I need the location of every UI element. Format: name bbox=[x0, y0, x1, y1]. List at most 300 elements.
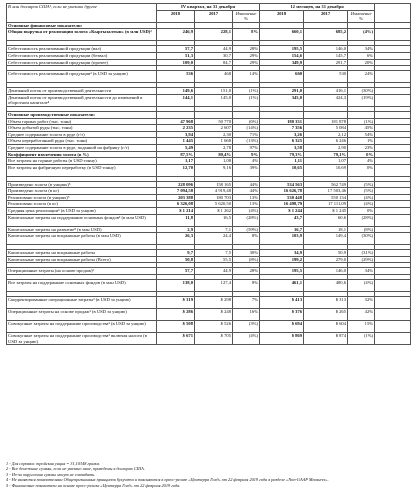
y12-change-value: (29%) bbox=[348, 256, 375, 263]
empty-cell bbox=[304, 22, 348, 29]
y12-change-value: (19%) bbox=[348, 94, 375, 106]
empty-cell bbox=[375, 118, 411, 125]
q4-2017-value: 7,1 bbox=[195, 226, 233, 233]
row-label: Реализовано золота (в унциях)⁵ bbox=[7, 194, 157, 201]
q4-change-value: (4%) bbox=[233, 208, 260, 215]
q4-2017-value: 2,30 bbox=[195, 131, 233, 138]
empty-cell bbox=[375, 138, 411, 145]
section-header-row bbox=[7, 22, 411, 29]
q4-2018-value: 246,9 bbox=[157, 29, 195, 41]
y12-col-change: Изменение % bbox=[348, 10, 375, 22]
q4-2018-value: $ 319 bbox=[157, 297, 195, 309]
y12-change-value: 0% bbox=[348, 208, 375, 215]
y12-2018-value: 291,0 bbox=[260, 88, 304, 95]
row-label: Капитальные затраты на поддержание основных фондов² (в млн USD) bbox=[7, 214, 157, 226]
y12-2018-value: 195,5 bbox=[260, 46, 304, 53]
footnote: 5 - Финансовые показатели на основе пресс-релиза «Центерра Голд» от 22 февраля 2019 года. bbox=[6, 482, 181, 488]
q4-2017-value: $ 705 bbox=[195, 333, 233, 345]
q4-2018-value: 57,7 bbox=[157, 46, 195, 53]
q4-2017-value: 1,08 bbox=[195, 158, 233, 165]
q4-2018-value: 51,3 bbox=[157, 52, 195, 59]
y12-2018-value: 154,6 bbox=[260, 52, 304, 59]
y12-2017-value: $ 1 245 bbox=[304, 208, 348, 215]
footnote: 4 - Не являются показателями Общепризнанных принципов бухучета и поясняются в пресс-релизе «Центерра Голд» от 22 февраля 2019 года в разделе «Non-GAAP Measures». bbox=[6, 477, 329, 483]
y12-2018-value: 180 331 bbox=[260, 118, 304, 125]
q4-header: IV квартал, на 31 декабря bbox=[157, 4, 260, 11]
q4-change-value: 4% bbox=[233, 158, 260, 165]
q4-2017-value: 2 607 bbox=[195, 125, 233, 132]
y12-change-value: 4% bbox=[348, 158, 375, 165]
table-row bbox=[7, 138, 411, 145]
y12-2018-value: 79,3% bbox=[260, 151, 304, 158]
q4-2017-value: 127,4 bbox=[195, 280, 233, 292]
row-label: Капитальные затраты на развитие⁸ (в млн USD) bbox=[7, 226, 157, 233]
q4-2017-value: 9,16 bbox=[195, 164, 233, 176]
y12-change-value: 24% bbox=[348, 71, 375, 83]
empty-cell bbox=[375, 256, 411, 263]
footnote: 1 - Для справки: тройская унция = 31,10348 грамм. bbox=[6, 461, 100, 466]
empty-cell bbox=[375, 250, 411, 257]
row-label: Объем переработанной руды (тыс. тонн) bbox=[7, 138, 157, 145]
empty-cell bbox=[375, 201, 411, 208]
empty-cell bbox=[375, 131, 411, 138]
empty-cell bbox=[375, 297, 411, 309]
empty-cell bbox=[157, 111, 195, 118]
y12-change-value: (1%) bbox=[348, 118, 375, 125]
empty-cell bbox=[260, 22, 304, 29]
q4-2017-value: 80,4% bbox=[195, 151, 233, 158]
q4-2017-value: 5 620,50 bbox=[195, 201, 233, 208]
q4-2018-value: 9,7 bbox=[157, 250, 195, 257]
y12-2017-value: 480,6 bbox=[304, 280, 348, 292]
table-row bbox=[7, 52, 411, 59]
row-label: Среднее содержание золота в руде (г/т) bbox=[7, 131, 157, 138]
q4-change-value: 9% bbox=[233, 151, 260, 158]
y12-2017-value: 562 749 bbox=[304, 181, 348, 188]
empty-cell bbox=[375, 158, 411, 165]
y12-2018-value: $ 376 bbox=[260, 309, 304, 321]
table-row bbox=[7, 88, 411, 95]
y12-2018-value: 1,11 bbox=[260, 158, 304, 165]
empty-cell bbox=[157, 22, 195, 29]
y12-change-value: 23% bbox=[348, 144, 375, 151]
footnote: 3 - Из-за округления суммы могут не совпадать. bbox=[6, 471, 96, 477]
y12-2017-value: 279,0 bbox=[304, 256, 348, 263]
q4-2018-value: 11,8 bbox=[157, 214, 195, 226]
q4-2018-value: 109,0 bbox=[157, 59, 195, 66]
y12-2018-value: 345,0 bbox=[260, 94, 304, 106]
row-label: Общая выручка от реализации золота «Кыргызалтын» (в млн USD)² bbox=[7, 29, 157, 41]
y12-2018-value: 3,26 bbox=[260, 131, 304, 138]
y12-2017-value: 17 111,09 bbox=[304, 201, 348, 208]
row-label: Скорректированные операционные затраты³ (в USD за унцию) bbox=[7, 297, 157, 309]
row-label: Объем горных работ (тыс. тонн) bbox=[7, 118, 157, 125]
y12-change-value: (8%) bbox=[348, 226, 375, 233]
y12-2017-value: 685,2 bbox=[304, 29, 348, 41]
y12-2018-value: 6 325 bbox=[260, 138, 304, 145]
q4-2018-value: 12,70 bbox=[157, 164, 195, 176]
row-label: Себестоимость реализованной продукции³ (в USD за унцию) bbox=[7, 71, 157, 83]
table-row bbox=[7, 321, 411, 333]
table-row bbox=[7, 194, 411, 201]
table-row bbox=[7, 256, 411, 263]
q4-change-value: 8% bbox=[233, 29, 260, 41]
q4-2018-value: 57,7 bbox=[157, 268, 195, 275]
q4-2018-value: 2,9 bbox=[157, 226, 195, 233]
row-label: Все затраты на поддержание основных фондов (в млн USD) bbox=[7, 280, 157, 292]
y12-2018-value: 34,9 bbox=[260, 250, 304, 257]
y12-2018-value: 349,9 bbox=[260, 59, 304, 66]
y12-2017-value: $ 265 bbox=[304, 309, 348, 321]
y12-2018-value: $ 694 bbox=[260, 321, 304, 333]
q4-change-value: 97% bbox=[233, 144, 260, 151]
q4-change-value: 39% bbox=[233, 164, 260, 176]
row-label: Денежный поток от производственной деятельности до изменений в оборотном капитале⁴ bbox=[7, 94, 157, 106]
q4-2017-value: 16,5 bbox=[195, 214, 233, 226]
row-label: Капитальные затраты на вскрышные работы bbox=[7, 250, 157, 257]
empty-cell bbox=[375, 280, 411, 292]
y12-change-value: (4%) bbox=[348, 194, 375, 201]
q4-change-value: 44% bbox=[233, 188, 260, 195]
q4-2018-value: 2 235 bbox=[157, 125, 195, 132]
y12-2017-value: 145,7 bbox=[304, 52, 348, 59]
row-label: Реализовано золота (в кг) bbox=[7, 201, 157, 208]
empty-cell bbox=[375, 29, 411, 41]
q4-2017-value: 180 703 bbox=[195, 194, 233, 201]
table-row bbox=[7, 71, 411, 83]
q4-2017-value: 468 bbox=[195, 71, 233, 83]
q4-2018-value: 3,94 bbox=[157, 131, 195, 138]
q4-2018-value: 138,0 bbox=[157, 280, 195, 292]
y12-2018-value: $ 1 244 bbox=[260, 208, 304, 215]
q4-2017-value: 84,7 bbox=[195, 59, 233, 66]
header-row-1 bbox=[7, 4, 411, 11]
table-row bbox=[7, 226, 411, 233]
empty-cell bbox=[375, 144, 411, 151]
table-row bbox=[7, 29, 411, 41]
table-row bbox=[7, 297, 411, 309]
empty-cell bbox=[375, 333, 411, 345]
y12-2017-value: 1,07 bbox=[304, 158, 348, 165]
empty-cell bbox=[375, 59, 411, 66]
q4-2018-value: 203 388 bbox=[157, 194, 195, 201]
q4-2018-value: 536 bbox=[157, 71, 195, 83]
row-label: Совокупные затраты на поддержание производства³ включая налоги (в USD за унцию) bbox=[7, 333, 157, 345]
y12-change-value: 42% bbox=[348, 309, 375, 321]
empty-cell bbox=[375, 164, 411, 176]
empty-cell bbox=[375, 111, 411, 118]
row-label: Себестоимость реализованной продукции (безвал) bbox=[7, 52, 157, 59]
row-label: Операционные затраты на основе продаж³ (в USD за унцию) bbox=[7, 309, 157, 321]
y12-2018-value: 10,65 bbox=[260, 164, 304, 176]
y12-change-value: (31%) bbox=[348, 250, 375, 257]
empty-cell bbox=[375, 52, 411, 59]
y12-change-value: (4%) bbox=[348, 280, 375, 292]
y12-2018-value: 43,7 bbox=[260, 214, 304, 226]
q4-2017-value: 151,0 bbox=[195, 88, 233, 95]
y12-2017-value: $ 313 bbox=[304, 297, 348, 309]
y12-2017-value: 181 878 bbox=[304, 118, 348, 125]
q4-change-value: 13% bbox=[233, 201, 260, 208]
row-label: Себестоимость реализованной продукции (вал) bbox=[7, 46, 157, 53]
q4-2017-value: 1 668 bbox=[195, 138, 233, 145]
q4-2018-value: 1,17 bbox=[157, 158, 195, 165]
empty-cell bbox=[375, 188, 411, 195]
q4-change-value: 29% bbox=[233, 59, 260, 66]
y12-2017-value: 2,12 bbox=[304, 131, 348, 138]
q4-2017-value: 30,7 bbox=[195, 52, 233, 59]
y12-change-value: (30%) bbox=[348, 233, 375, 245]
empty-cell bbox=[233, 22, 260, 29]
empty-cell bbox=[375, 181, 411, 188]
q4-2018-value: 7 094,58 bbox=[157, 188, 195, 195]
table-row bbox=[7, 125, 411, 132]
table-row bbox=[7, 188, 411, 195]
y12-2017-value: 60,6 bbox=[304, 214, 348, 226]
y12-2018-value: 16 498,79 bbox=[260, 201, 304, 208]
y12-2018-value: 530 448 bbox=[260, 194, 304, 201]
y12-2018-value: $ 869 bbox=[260, 333, 304, 345]
q4-change-value: (13%) bbox=[233, 138, 260, 145]
empty-cell bbox=[375, 233, 411, 245]
table-row bbox=[7, 333, 411, 345]
empty-cell bbox=[375, 71, 411, 83]
q4-2017-value: 4 919,48 bbox=[195, 188, 233, 195]
y12-col-2017: 2017 bbox=[304, 10, 348, 22]
row-label: Денежный поток от производственной деятельности bbox=[7, 88, 157, 95]
empty-cell bbox=[195, 111, 233, 118]
q4-2017-value: $ 298 bbox=[195, 297, 233, 309]
section-title: Основные финансовые показатели: bbox=[7, 22, 157, 29]
q4-2018-value: 1 445 bbox=[157, 138, 195, 145]
row-label: Все затраты на фабричную переработку (в USD тонну) bbox=[7, 164, 157, 176]
y12-change-value: (5%) bbox=[348, 188, 375, 195]
q4-2018-value: 26,3 bbox=[157, 233, 195, 245]
table-row bbox=[7, 201, 411, 208]
empty-cell bbox=[375, 309, 411, 321]
q4-col-2017: 2017 bbox=[195, 10, 233, 22]
table-row bbox=[7, 280, 411, 292]
empty-cell bbox=[348, 22, 375, 29]
q4-2017-value: $ 248 bbox=[195, 309, 233, 321]
q4-2018-value: 87,5% bbox=[157, 151, 195, 158]
y12-2017-value: 146,0 bbox=[304, 268, 348, 275]
q4-change-value: (1%) bbox=[233, 88, 260, 95]
unit-note: В млн долларов США¹, если не указано другое bbox=[7, 4, 157, 23]
y12-2017-value: 424,3 bbox=[304, 94, 348, 106]
row-label: Объем добытой руды (тыс. тонн) bbox=[7, 125, 157, 132]
q4-col-2018: 2018 bbox=[157, 10, 195, 22]
q4-2018-value: 144,1 bbox=[157, 94, 195, 106]
q4-2018-value: $ 1 214 bbox=[157, 208, 195, 215]
table-row bbox=[7, 151, 411, 158]
q4-change-value: 16% bbox=[233, 309, 260, 321]
q4-2018-value: 228 096 bbox=[157, 181, 195, 188]
y12-change-value: 15% bbox=[348, 321, 375, 333]
empty-cell bbox=[375, 88, 411, 95]
q4-2017-value: $ 1 262 bbox=[195, 208, 233, 215]
y12-2018-value: 103,9 bbox=[260, 233, 304, 245]
q4-2017-value: 7,5 bbox=[195, 250, 233, 257]
q4-2017-value: 44,9 bbox=[195, 46, 233, 53]
table-row bbox=[7, 46, 411, 53]
q4-2018-value: $ 508 bbox=[157, 321, 195, 333]
empty-cell bbox=[348, 111, 375, 118]
y12-2017-value: 79,1% bbox=[304, 151, 348, 158]
q4-2018-value: $ 286 bbox=[157, 309, 195, 321]
y12-change-value: 34% bbox=[348, 268, 375, 275]
row-label: Коэффициент извлечения золота (в %) bbox=[7, 151, 157, 158]
table-row bbox=[7, 131, 411, 138]
table-row bbox=[7, 59, 411, 66]
table-row bbox=[7, 309, 411, 321]
section-title: Основные производственные показатели: bbox=[7, 111, 157, 118]
q4-2017-value: 50 770 bbox=[195, 118, 233, 125]
y12-change-value: 45% bbox=[348, 125, 375, 132]
q4-change-value: 8% bbox=[233, 280, 260, 292]
y12-2018-value: 16 626,78 bbox=[260, 188, 304, 195]
y12-2017-value: 18,1 bbox=[304, 226, 348, 233]
y12-change-value: (5%) bbox=[348, 181, 375, 188]
y12-header: 12 месяцев, на 31 декабря bbox=[260, 4, 375, 11]
empty-cell bbox=[304, 111, 348, 118]
table-row bbox=[7, 94, 411, 106]
y12-2018-value: 16,7 bbox=[260, 226, 304, 233]
row-label: Среднее содержание золота в руде, поданной на фабрику (г/т) bbox=[7, 144, 157, 151]
y12-2017-value: 10,69 bbox=[304, 164, 348, 176]
y12-change-value: (28%) bbox=[348, 214, 375, 226]
empty-cell bbox=[375, 94, 411, 106]
table-row bbox=[7, 208, 411, 215]
q4-col-change: Изменение % bbox=[233, 10, 260, 22]
footnote: 2 - Все денежные суммы, если не указано иное, приведены в долларах США. bbox=[6, 466, 145, 472]
q4-change-value: 44% bbox=[233, 181, 260, 188]
q4-2018-value: 6 326,08 bbox=[157, 201, 195, 208]
empty-cell bbox=[375, 321, 411, 333]
y12-change-value: 0% bbox=[348, 164, 375, 176]
table-row bbox=[7, 181, 411, 188]
q4-2017-value: 145,0 bbox=[195, 94, 233, 106]
q4-2017-value: 55,5 bbox=[195, 256, 233, 263]
empty-cell bbox=[233, 111, 260, 118]
q4-change-value: 28% bbox=[233, 46, 260, 53]
row-label: Операционные затраты (на основе продаж)³ bbox=[7, 268, 157, 275]
table-row bbox=[7, 250, 411, 257]
table-row bbox=[7, 158, 411, 165]
y12-change-value: (4%) bbox=[348, 29, 375, 41]
q4-2017-value: 228,1 bbox=[195, 29, 233, 41]
q4-change-value: (59%) bbox=[233, 226, 260, 233]
row-label: Совокупные затраты на поддержание производства³ (в USD за унцию) bbox=[7, 321, 157, 333]
y12-change-value: 6% bbox=[348, 52, 375, 59]
empty-cell bbox=[260, 111, 304, 118]
y12-2017-value: 50,9 bbox=[304, 250, 348, 257]
q4-2018-value: 149,6 bbox=[157, 88, 195, 95]
q4-2017-value: 2,78 bbox=[195, 144, 233, 151]
y12-2017-value: 6 246 bbox=[304, 138, 348, 145]
q4-change-value: 14% bbox=[233, 71, 260, 83]
q4-2018-value: $ 671 bbox=[157, 333, 195, 345]
y12-2017-value: 530 bbox=[304, 71, 348, 83]
y12-2017-value: 5 084 bbox=[304, 125, 348, 132]
table-row bbox=[7, 233, 411, 245]
section-header-row bbox=[7, 111, 411, 118]
y12-change-value: 20% bbox=[348, 59, 375, 66]
empty-cell bbox=[375, 125, 411, 132]
row-label: Все затраты на горные работы (в USD тонну) bbox=[7, 158, 157, 165]
y12-2018-value: 3,58 bbox=[260, 144, 304, 151]
empty-cell bbox=[375, 194, 411, 201]
q4-change-value: 29% bbox=[233, 52, 260, 59]
empty-cell bbox=[375, 226, 411, 233]
y12-2018-value: 461,1 bbox=[260, 280, 304, 292]
y12-change-value: 32% bbox=[348, 297, 375, 309]
y12-2017-value: 2,90 bbox=[304, 144, 348, 151]
table-row bbox=[7, 164, 411, 176]
y12-2018-value: 7 356 bbox=[260, 125, 304, 132]
row-label: Произведено золота (в кг) bbox=[7, 188, 157, 195]
blank-header bbox=[375, 4, 411, 23]
row-label: Средняя цена реализации⁶ (в USD за унцию) bbox=[7, 208, 157, 215]
q4-2017-value: 158 165 bbox=[195, 181, 233, 188]
empty-cell bbox=[375, 151, 411, 158]
y12-change-value: (30%) bbox=[348, 88, 375, 95]
q4-2018-value: 5,49 bbox=[157, 144, 195, 151]
empty-cell bbox=[375, 268, 411, 275]
y12-change-value: 34% bbox=[348, 46, 375, 53]
empty-cell bbox=[375, 22, 411, 29]
empty-cell bbox=[375, 214, 411, 226]
q4-change-value: (4%) bbox=[233, 333, 260, 345]
table-row bbox=[7, 268, 411, 275]
y12-2017-value: 146,0 bbox=[304, 46, 348, 53]
q4-change-value: (14%) bbox=[233, 125, 260, 132]
q4-change-value: 71% bbox=[233, 131, 260, 138]
q4-2017-value: 24,4 bbox=[195, 233, 233, 245]
q4-2017-value: 44,9 bbox=[195, 268, 233, 275]
financial-table bbox=[6, 3, 411, 345]
y12-2017-value: 550 134 bbox=[304, 194, 348, 201]
y12-2017-value: 291,7 bbox=[304, 59, 348, 66]
y12-2018-value: $ 413 bbox=[260, 297, 304, 309]
y12-2017-value: 149,4 bbox=[304, 233, 348, 245]
y12-2017-value: 17 503,46 bbox=[304, 188, 348, 195]
row-label: Себестоимость реализованной продукции (прочее) bbox=[7, 59, 157, 66]
q4-change-value: (1%) bbox=[233, 94, 260, 106]
q4-change-value: (8%) bbox=[233, 256, 260, 263]
y12-change-value: (1%) bbox=[348, 333, 375, 345]
q4-change-value: (3%) bbox=[233, 321, 260, 333]
y12-2018-value: 195,5 bbox=[260, 268, 304, 275]
q4-change-value: 13% bbox=[233, 194, 260, 201]
y12-2018-value: 660 bbox=[260, 71, 304, 83]
q4-change-value: 30% bbox=[233, 250, 260, 257]
y12-2017-value: 416,1 bbox=[304, 88, 348, 95]
table-row bbox=[7, 214, 411, 226]
empty-cell bbox=[375, 208, 411, 215]
table-row bbox=[7, 144, 411, 151]
table-row bbox=[7, 118, 411, 125]
q4-change-value: (6%) bbox=[233, 118, 260, 125]
y12-2018-value: 660,1 bbox=[260, 29, 304, 41]
empty-cell bbox=[375, 46, 411, 53]
y12-change-value: (4%) bbox=[348, 201, 375, 208]
q4-2018-value: 50,8 bbox=[157, 256, 195, 263]
y12-col-2018: 2018 bbox=[260, 10, 304, 22]
q4-change-value: 8% bbox=[233, 233, 260, 245]
row-label: Капитальные затраты на вскрышные работы (Всего) bbox=[7, 256, 157, 263]
q4-2017-value: $ 526 bbox=[195, 321, 233, 333]
